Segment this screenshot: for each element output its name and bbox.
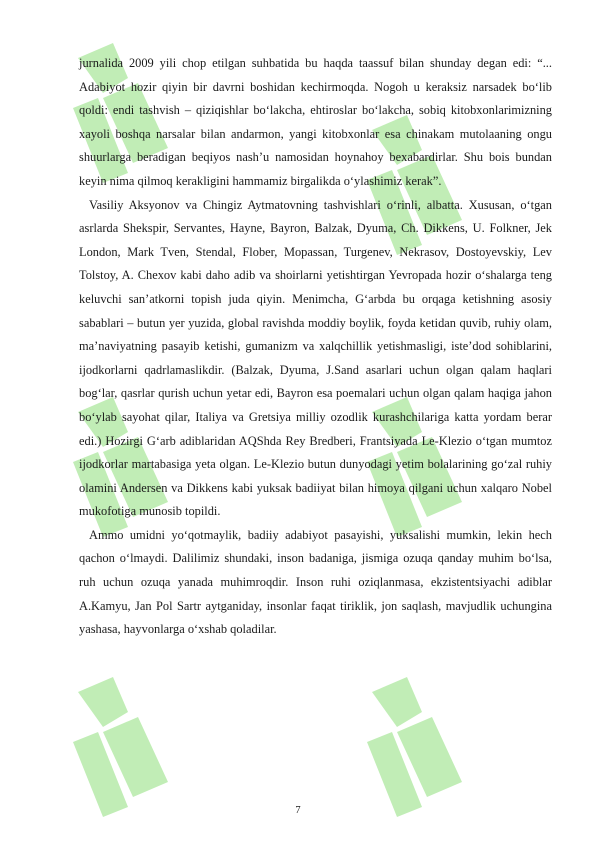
paragraph-3: Ammo umidni yo‘qotmaylik, badiiy adabiyot pasayishi, yuksalishi mumkin, lekin hech qachon o‘lmaydi. Dalilimiz shundaki, inson badaniga, jismiga ozuqa qanday muhim bo‘lsa, ruh uchun ozuqa yanada muhimroqdir. Inson ruhi oziqlanmasa, ekzistentsiyachi adiblar A.Kamyu, Jan Pol Sartr aytganiday, insonlar faqat tiriklik, jon saqlash, mavjudlik uchungina yashasa, hayvonlarga o‘xshab qoladilar.: [79, 527, 552, 637]
body-text: [79, 52, 552, 642]
paragraph-1: jurnalida 2009 yili chop etilgan suhbatida bu haqda taassuf bilan shunday degan edi: “... Adabiyot hozir qiyin bir davrni boshidan kechirmoqda. Nogoh u keraksiz narsadek bo‘lib qoldi: endi tashvish – qiziqishlar bo‘lakcha, ehtiroslar bo‘lakcha, sobiq kitobxonlarimizning xayoli boshqa narsalar bilan andarmon, yangi kitobxonlar esa chinakam mutolaaning ongu shuurlarga beradigan beqiyos nash’u namosidan hoynahoy bexabardirlar. Shu bois bundan keyin nima qilmoq kerakligini hammamiz birgalikda o‘ylashimiz kerak”.: [79, 56, 552, 188]
green-arrow-logo-watermark: [58, 672, 188, 822]
green-arrow-logo-watermark: [352, 672, 482, 822]
page-number: 7: [295, 805, 301, 816]
paragraph-2: Vasiliy Aksyonov va Chingiz Aytmatovning tashvishlari o‘rinli, albatta. Xususan, o‘tgan asrlarda Shekspir, Servantes, Hayne, Bayron, Balzak, Dyuma, Ch. Dikkens, U. Folkner, Jek London, Mark Tven, Stendal, Flober, Mopassan, Turgenev, Nekrasov, Dostoyevskiy, Lev Tolstoy, A. Chexov kabi daho adib va shoirlarni yetishtirgan Yevropada hozir o‘shalarga teng keluvchi san’atkorni topish juda qiyin. Menimcha, G‘arbda bu orqaga ketishning asosiy sabablari – butun yer yuzida, global ravishda moddiy boylik, foyda ketidan quvib, ruhiy olam, ma’naviyatning pasayib ketishi, gumanizm va xalqchillik yetishmasligi, iste’dod sohiblarini, ijodkorlarni qadrlamaslikdir. (Balzak, Dyuma, J.Sand asarlari uchun olgan qalam haqlari bog‘lar, qasrlar qurish uchun yetar edi, Bayron esa poemalari uchun olgan qalam haqiga jahon bo‘ylab sayohat qilar, Italiya va Gretsiya milliy ozodlik kurashchilariga katta yordam berar edi.) Hozirgi G‘arb adiblaridan AQShda Rey Bredberi, Frantsiyada Le-Klezio o‘tgan mumtoz ijodkorlar martabasiga yeta olgan. Le-Klezio butun dunyodagi yetim bolalarining go‘zal ruhiy olamini Andersen va Dikkens kabi yuksak badiiyat bilan himoya qilgani uchun xalqaro Nobel mukofotiga munosib topildi.: [79, 197, 552, 519]
